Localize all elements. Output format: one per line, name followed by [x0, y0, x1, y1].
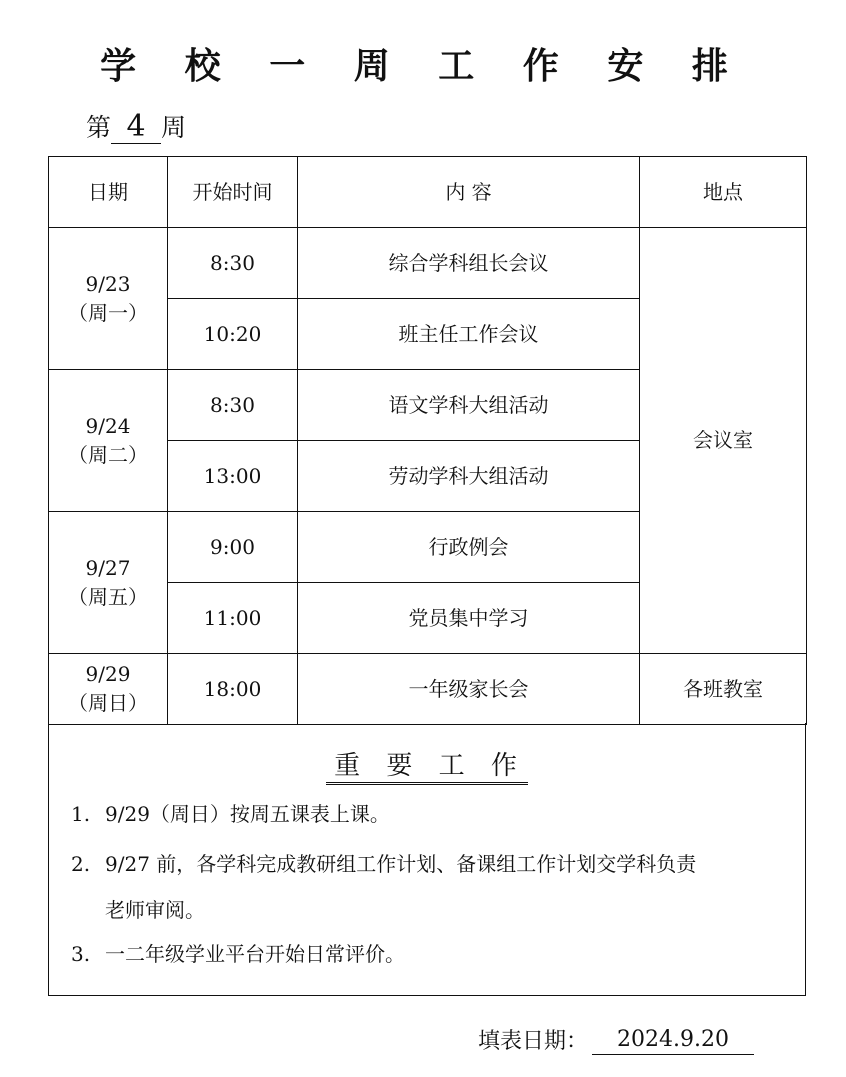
time-cell: 10:20: [168, 299, 298, 370]
weekday-value: （周五）: [68, 584, 148, 609]
date-value: 9/24: [85, 413, 131, 438]
content-cell: 党员集中学习: [298, 583, 640, 654]
content-cell: 语文学科大组活动: [298, 370, 640, 441]
item-text: 9/27 前，各学科完成教研组工作计划、备课组工作计划交学科负责: [105, 852, 697, 876]
table-row: [49, 654, 807, 725]
time-cell: 9:00: [168, 512, 298, 583]
date-cell: [49, 370, 168, 512]
time-cell: 13:00: [168, 441, 298, 512]
item-number: 3.: [71, 942, 91, 966]
date-cell: [49, 654, 168, 725]
fill-date: [478, 1024, 754, 1055]
header-content: 内 容: [298, 157, 640, 228]
date-value: 9/27: [85, 555, 131, 580]
important-item: [71, 791, 791, 837]
page-title: 学 校 一 周 工 作 安 排: [100, 46, 746, 87]
fill-date-label: 填表日期：: [478, 1029, 589, 1054]
item-text: 9/29（周日）按周五课表上课。: [105, 802, 390, 826]
item-text: 一二年级学业平台开始日常评价。: [105, 942, 405, 966]
content-cell: 劳动学科大组活动: [298, 441, 640, 512]
time-cell: 8:30: [168, 228, 298, 299]
item-number: 1.: [71, 802, 91, 826]
date-value: 9/23: [85, 271, 131, 296]
important-work-section: [48, 723, 806, 996]
time-cell: 8:30: [168, 370, 298, 441]
fill-date-value: 2024.9.20: [592, 1026, 754, 1055]
header-location: 地点: [640, 157, 807, 228]
table-row: [49, 228, 807, 299]
header-date: 日期: [49, 157, 168, 228]
date-value: 9/29: [85, 662, 131, 686]
weekday-value: （周日）: [68, 691, 148, 715]
content-cell: 一年级家长会: [298, 654, 640, 725]
weekday-value: （周二）: [68, 442, 148, 467]
weekday-value: （周一）: [68, 300, 148, 325]
content-cell: 班主任工作会议: [298, 299, 640, 370]
table-header-row: [49, 157, 807, 228]
time-cell: 18:00: [168, 654, 298, 725]
important-work-title: 重 要 工 作: [326, 751, 528, 785]
item-text-continued: 老师审阅。: [105, 898, 205, 922]
week-suffix: 周: [161, 113, 187, 142]
important-item: [71, 841, 791, 933]
schedule-table: [48, 156, 807, 725]
date-cell: [49, 512, 168, 654]
time-cell: 11:00: [168, 583, 298, 654]
week-number: 4: [111, 111, 161, 144]
location-cell: 各班教室: [640, 654, 807, 725]
item-number: 2.: [71, 852, 91, 876]
content-cell: 行政例会: [298, 512, 640, 583]
week-indicator: [86, 108, 186, 144]
content-cell: 综合学科组长会议: [298, 228, 640, 299]
date-cell: [49, 228, 168, 370]
week-prefix: 第: [86, 113, 112, 142]
location-cell-shared: 会议室: [640, 228, 807, 654]
header-start-time: 开始时间: [168, 157, 298, 228]
important-item: [71, 931, 791, 977]
